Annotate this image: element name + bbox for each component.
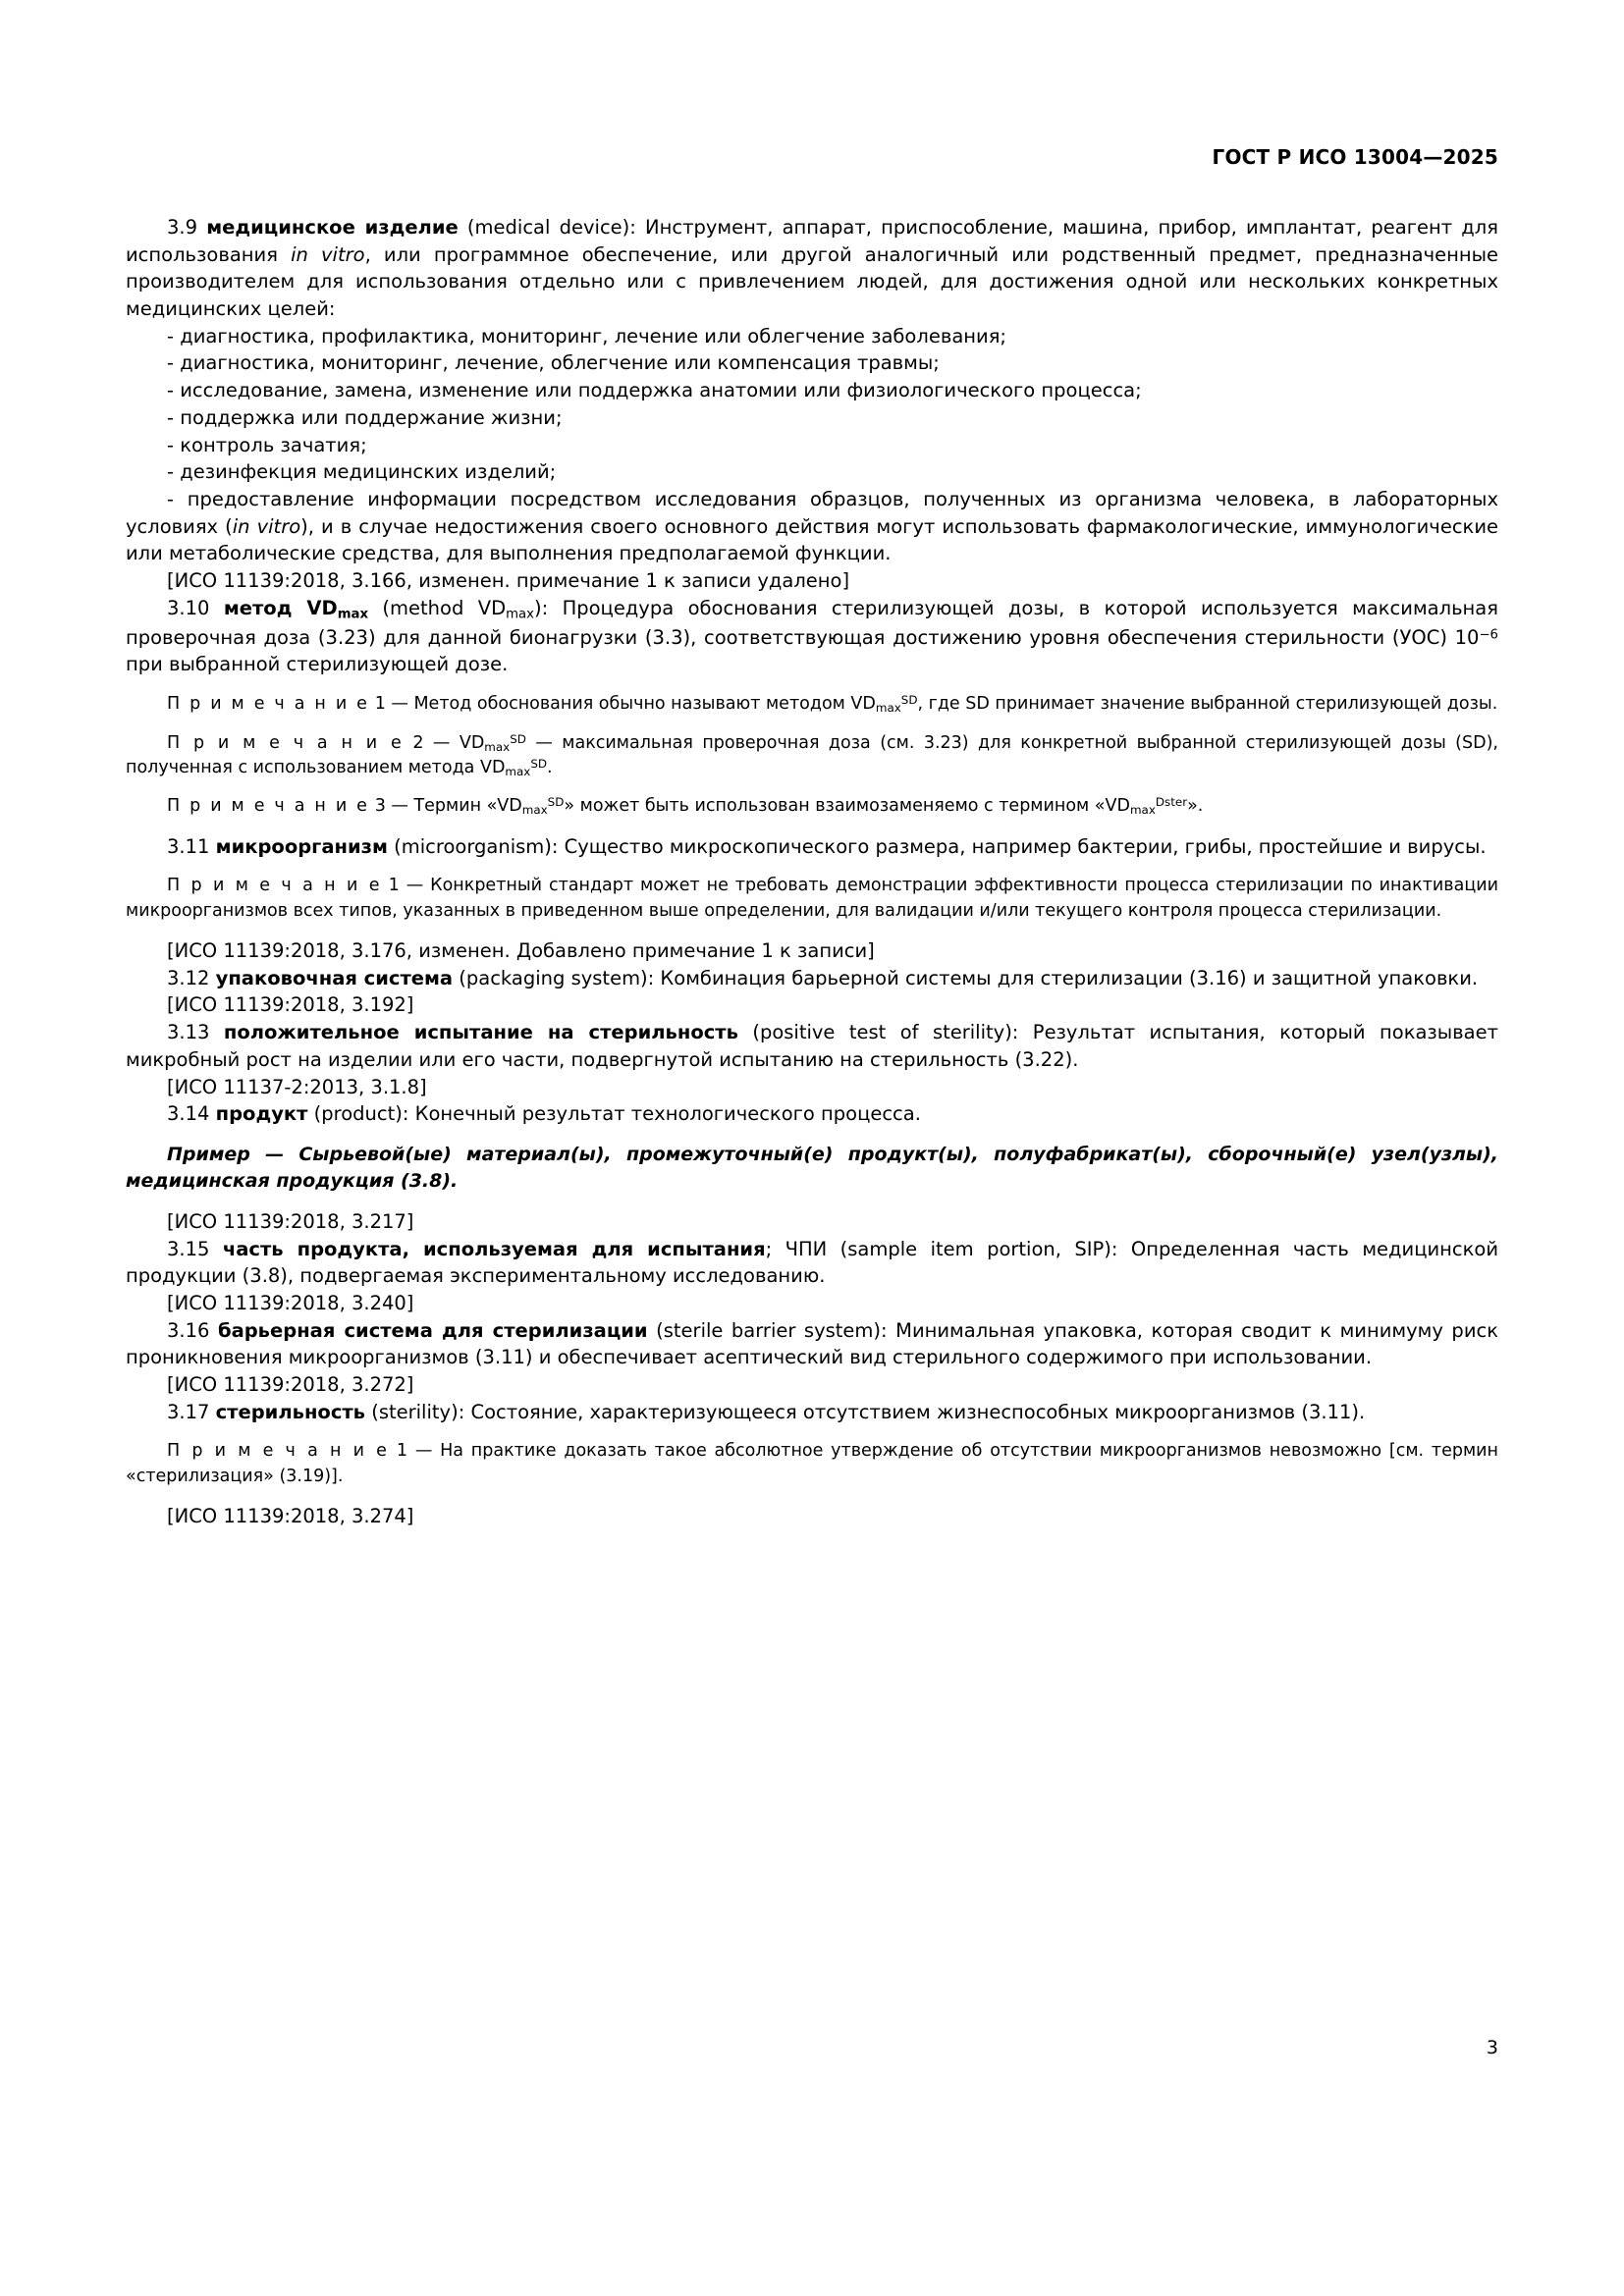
list-item-last-latin: in vitro	[232, 514, 301, 538]
source-reference-3-15: [ИСО 11139:2018, 3.240]	[167, 1291, 414, 1314]
definition-3-12-text: (packaging system): Комбинация барьерной системы для стерилизации (3.16) и защитной упаковки.	[453, 966, 1479, 989]
list-item: - диагностика, мониторинг, лечение, облегчение или компенсация травмы;	[167, 351, 940, 375]
source-reference-3-16: [ИСО 11139:2018, 3.272]	[167, 1372, 414, 1396]
definition-3-11-text: (microorganism): Существо микроскопического размера, например бактерии, грибы, простейшие и вирусы.	[387, 834, 1487, 858]
definition-3-10-sup: −6	[1479, 627, 1498, 643]
definition-3-16-term: барьерная система для стерилизации	[217, 1318, 648, 1342]
definition-3-9-latin: in vitro	[291, 242, 365, 266]
note-3-10-3-a: 3 — Термин «VD	[369, 796, 522, 817]
definition-3-17-number: 3.17	[167, 1400, 216, 1423]
definition-3-16	[126, 1317, 1498, 1371]
note-3-10-2-tail: .	[547, 757, 553, 777]
note-3-10-3-sup-2: Dster	[1155, 795, 1188, 810]
note-3-11-1	[126, 874, 1498, 924]
note-3-10-1-tail: , где SD принимает значение выбранной стерилизующей дозы.	[917, 694, 1498, 715]
note-3-10-1-text: 1 — Метод обоснования обычно называют методом VD	[369, 694, 876, 715]
note-label: П р и м е ч а н и е	[167, 1441, 390, 1462]
definition-3-10-term-sub: max	[337, 606, 369, 621]
list-item: - диагностика, профилактика, мониторинг, лечение или облегчение заболевания;	[167, 324, 1006, 347]
page-number: 3	[1486, 2037, 1498, 2058]
note-3-10-1	[126, 692, 1498, 717]
note-3-10-3-b: » может быть использован взаимозаменяемо с термином «VD	[564, 796, 1130, 817]
definition-3-14	[126, 1100, 1498, 1128]
list-item: - исследование, замена, изменение или поддержка анатомии или физиологического процесса;	[167, 379, 1142, 402]
note-3-10-2-a: 2 — VD	[403, 732, 485, 753]
definition-3-13-text: (positive test of sterility): Результат испытания, который показывает микробный рост на изделии или его части, подвергнутой испытанию на стерильность (3.22).	[126, 1021, 1498, 1071]
page-header-standard-title: ГОСТ Р ИСО 13004—2025	[1212, 145, 1498, 169]
note-3-10-3-sub-2: max	[1129, 803, 1156, 818]
definition-3-14-term: продукт	[215, 1102, 308, 1126]
list-item-last-text-2: ), и в случае недостижения своего основного действия могут использовать фармакологические, иммунологические или метаболические средства, для выполнения предполагаемой функции.	[126, 514, 1498, 565]
note-3-10-2-sup-1: SD	[510, 731, 526, 746]
definition-3-10-mid-sub: max	[506, 606, 534, 621]
definition-3-10	[126, 595, 1498, 679]
definition-3-17-text: (sterility): Состояние, характеризующееся отсутствием жизнеспособных микроорганизмов (3.11).	[365, 1400, 1366, 1423]
definition-3-9-text-1: (medical device): Инструмент, аппарат, приспособление, машина, прибор, имплантат, реагент для использования	[126, 216, 1498, 266]
definition-3-17-term: стерильность	[215, 1400, 366, 1423]
note-3-17-1	[126, 1439, 1498, 1489]
definition-3-11-term: микроорганизм	[215, 834, 388, 858]
note-3-10-1-sup: SD	[900, 693, 918, 708]
definition-3-17	[126, 1399, 1498, 1426]
definition-3-13-term: положительное испытание на стерильность	[223, 1021, 738, 1044]
note-label: П р и м е ч а н и е	[167, 876, 382, 896]
definition-3-15-text: ; ЧПИ (sample item portion, SIP): Определенная часть медицинской продукции (3.8), подвергаемая экспериментальному исследованию.	[126, 1237, 1498, 1288]
definition-3-13-number: 3.13	[167, 1021, 224, 1044]
note-3-10-2-b: — максимальная проверочная доза (см. 3.23) для конкретной выбранной стерилизующей дозы (SD), полученная с использованием метода VD	[126, 732, 1498, 777]
note-3-10-3-tail: ».	[1187, 796, 1204, 817]
definition-3-14-number: 3.14	[167, 1102, 216, 1126]
definition-3-9-text-2: , или программное обеспечение, или другой аналогичный или родственный предмет, предназначенные производителем для использования отдельно или с привлечением людей, для достижения одной или нескольких конкретных медицинских целей:	[126, 242, 1499, 321]
note-3-10-2	[126, 731, 1498, 781]
definition-3-14-text: (product): Конечный результат технологического процесса.	[307, 1102, 921, 1126]
source-reference-3-12: [ИСО 11139:2018, 3.192]	[167, 993, 414, 1017]
definition-3-10-text: ): Процедура обоснования стерилизующей дозы, в которой используется максимальная проверочная доза (3.23) для данной бионагрузки (3.3), соответствующая достижению уровня обеспечения стерильности (УОС) 10	[126, 596, 1498, 649]
note-3-10-2-sup-2: SD	[530, 756, 548, 771]
note-3-10-3-sup-1: SD	[547, 795, 565, 810]
definition-3-10-number: 3.10	[167, 596, 224, 619]
note-3-10-1-sub: max	[875, 701, 901, 716]
definition-3-12-number: 3.12	[167, 966, 216, 989]
list-item: - поддержка или поддержание жизни;	[167, 405, 563, 429]
definition-3-9-term: медицинское изделие	[206, 216, 459, 239]
note-3-10-2-sub-1: max	[484, 739, 511, 754]
list-item-last	[126, 486, 1498, 567]
source-reference-3-11: [ИСО 11139:2018, 3.176, изменен. Добавлено примечание 1 к записи]	[167, 939, 875, 963]
source-reference-3-13: [ИСО 11137-2:2013, 3.1.8]	[167, 1075, 427, 1098]
definition-3-15-number: 3.15	[167, 1237, 223, 1260]
definition-3-9-number: 3.9	[167, 216, 207, 239]
source-reference-3-9: [ИСО 11139:2018, 3.166, изменен. примечание 1 к записи удалено]	[167, 568, 850, 592]
note-label: П р и м е ч а н и е	[167, 732, 404, 753]
note-3-11-1-text: 1 — Конкретный стандарт может не требовать демонстрации эффективности процесса стерилизации по инактивации микроорганизмов всех типов, указанных в приведенном выше определении, для валидации и/или текущего контроля процесса стерилизации.	[126, 876, 1498, 921]
definition-3-11-number: 3.11	[167, 834, 216, 858]
definition-3-16-number: 3.16	[167, 1318, 218, 1342]
list-item: - дезинфекция медицинских изделий;	[167, 460, 557, 484]
definition-3-12-term: упаковочная система	[215, 966, 454, 989]
note-label: П р и м е ч а н и е	[167, 694, 370, 715]
definition-3-11	[126, 833, 1498, 861]
definition-3-10-term	[224, 597, 368, 619]
note-label: П р и м е ч а н и е	[167, 796, 370, 817]
example-3-14: Пример — Сырьевой(ые) материал(ы), промежуточный(е) продукт(ы), полуфабрикат(ы), сборочный(е) узел(узлы), медицинская продукция (3.8).	[126, 1143, 1498, 1192]
list-item: - контроль зачатия;	[167, 433, 367, 456]
definition-3-15-term: часть продукта, используемая для испытания	[222, 1237, 766, 1260]
list-item-last-text-1: - предоставление информации посредством исследования образцов, полученных из организма человека, в лабораторных условиях (	[126, 487, 1498, 538]
definition-3-15	[126, 1236, 1498, 1290]
note-3-17-1-text: 1 — На практике доказать такое абсолютное утверждение об отсутствии микроорганизмов невозможно [см. термин «стерилизация» (3.19)].	[126, 1441, 1498, 1486]
definition-3-16-text: (sterile barrier system): Минимальная упаковка, которая сводит к минимуму риск проникновения микроорганизмов (3.11) и обеспечивает асептический вид стерильного содержимого при использовании.	[126, 1318, 1498, 1369]
source-reference-3-17: [ИСО 11139:2018, 3.274]	[167, 1505, 414, 1528]
definition-3-10-mid: (method VD	[368, 596, 507, 619]
definition-3-9	[126, 214, 1498, 323]
note-3-10-3	[126, 794, 1498, 819]
note-3-10-2-sub-2: max	[505, 764, 531, 778]
definition-3-13	[126, 1019, 1498, 1073]
source-reference-3-14: [ИСО 11139:2018, 3.217]	[167, 1209, 414, 1233]
definition-3-12	[126, 965, 1498, 992]
document-body	[126, 214, 1498, 1530]
note-3-10-3-sub-1: max	[521, 803, 548, 818]
definition-3-10-term-main: метод VD	[223, 596, 338, 619]
definition-3-10-tail: при выбранной стерилизующей дозе.	[126, 653, 509, 676]
